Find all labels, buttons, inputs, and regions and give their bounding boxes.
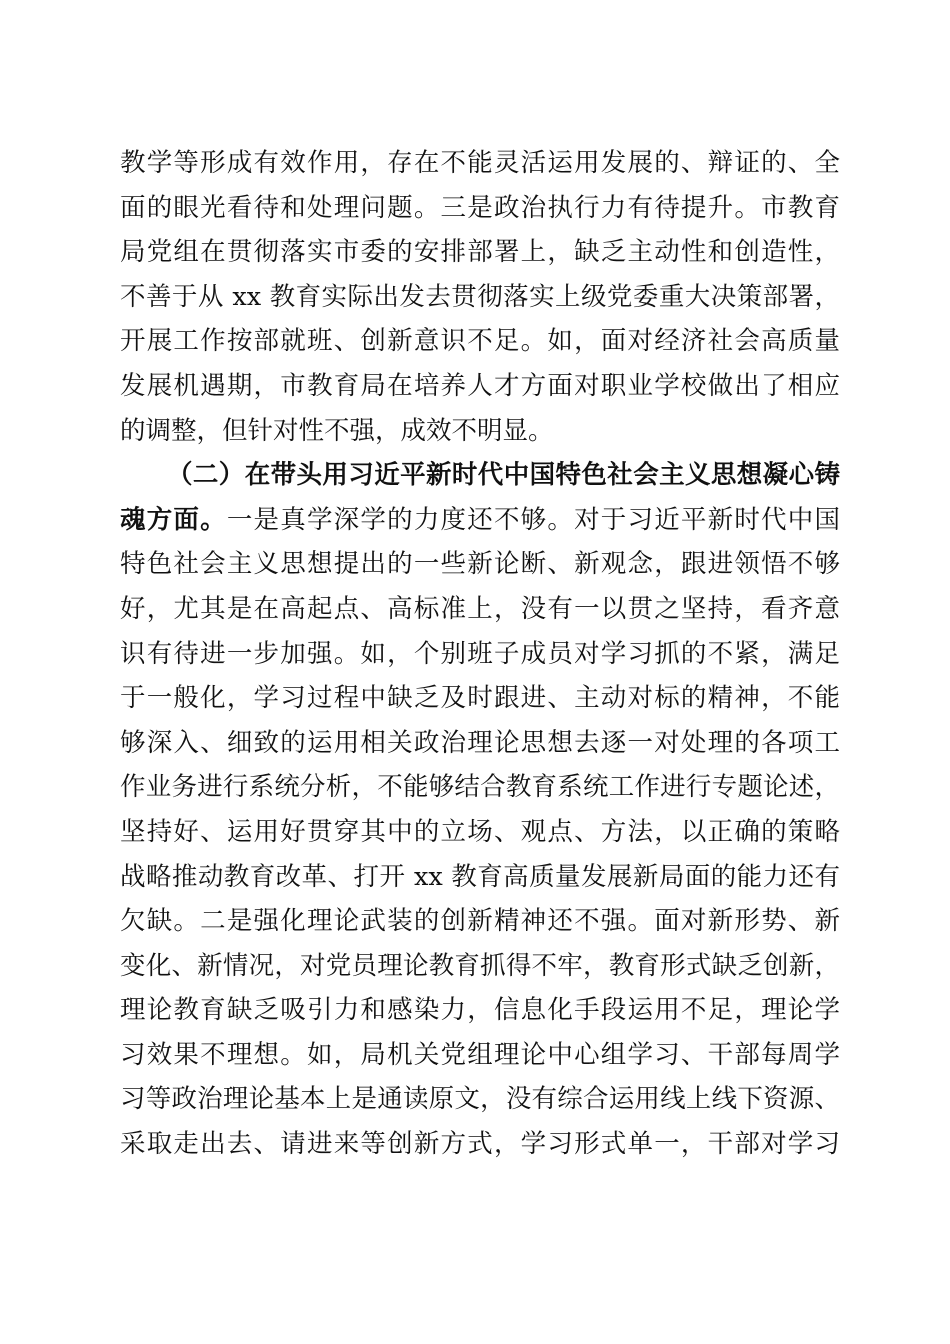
text-line: 面的眼光看待和处理问题。三是政治执行力有待提升。市教育 (120, 192, 840, 223)
text-line: 够深入、细致的运用相关政治理论思想去逐一对处理的各项工 (120, 727, 840, 758)
text-line: 习等政治理论基本上是通读原文，没有综合运用线上线下资源、 (120, 1084, 840, 1115)
text-line: 欠缺。二是强化理论武装的创新精神还不强。面对新形势、新 (120, 906, 840, 937)
text-line: 识有待进一步加强。如，个别班子成员对学习抓的不紧，满足 (120, 638, 840, 669)
text-line: 习效果不理想。如，局机关党组理论中心组学习、干部每周学 (120, 1039, 840, 1070)
text-line: 坚持好、运用好贯穿其中的立场、观点、方法，以正确的策略 (120, 816, 840, 847)
text-line: 的调整，但针对性不强，成效不明显。 (120, 415, 554, 446)
text-line: 于一般化，学习过程中缺乏及时跟进、主动对标的精神，不能 (120, 683, 840, 714)
text-line: 理论教育缺乏吸引力和感染力，信息化手段运用不足，理论学 (120, 995, 840, 1026)
text-line: 战略推动教育改革、打开 xx 教育高质量发展新局面的能力还有 (120, 861, 840, 892)
text-run: 一是真学深学的力度还不够。对于习近平新时代中国 (226, 504, 840, 535)
text-line: 好，尤其是在高起点、高标准上，没有一以贯之坚持，看齐意 (120, 593, 840, 624)
document-body (120, 141, 840, 1167)
section-heading: （二）在带头用习近平新时代中国特色社会主义思想凝心铸 (167, 460, 840, 491)
text-line: 发展机遇期，市教育局在培养人才方面对职业学校做出了相应 (120, 370, 840, 401)
text-line: 开展工作按部就班、创新意识不足。如，面对经济社会高质量 (120, 326, 840, 357)
text-line: 不善于从 xx 教育实际出发去贯彻落实上级党委重大决策部署， (120, 281, 840, 312)
text-line: 特色社会主义思想提出的一些新论断、新观念，跟进领悟不够 (120, 549, 840, 580)
section-heading-continued (120, 498, 840, 543)
text-line: 教学等形成有效作用，存在不能灵活运用发展的、辩证的、全 (120, 148, 840, 178)
section-heading-end: 魂方面。 (120, 504, 227, 535)
text-line: 采取走出去、请进来等创新方式，学习形式单一，干部对学习 (120, 1129, 840, 1160)
text-line: 作业务进行系统分析，不能够结合教育系统工作进行专题论述， (120, 772, 840, 803)
text-line: 局党组在贯彻落实市委的安排部署上，缺乏主动性和创造性， (120, 237, 840, 268)
text-line: 变化、新情况，对党员理论教育抓得不牢，教育形式缺乏创新， (120, 950, 840, 981)
